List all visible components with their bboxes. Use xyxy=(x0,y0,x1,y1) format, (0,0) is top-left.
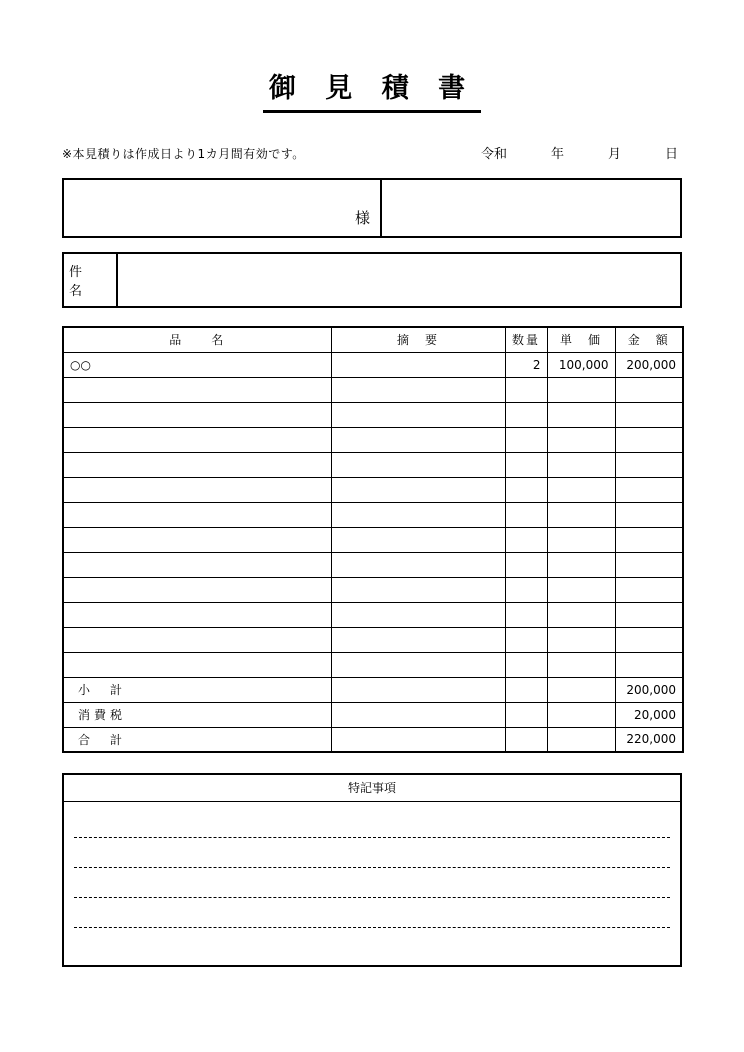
cell-quantity[interactable] xyxy=(505,602,547,627)
table-row[interactable] xyxy=(63,527,683,552)
subtotal-row xyxy=(63,677,683,702)
cell-unit-price[interactable] xyxy=(547,552,615,577)
date-month-label: 月 xyxy=(607,147,621,162)
subject-input[interactable] xyxy=(118,254,680,306)
cell-item-name[interactable] xyxy=(63,452,331,477)
table-row[interactable] xyxy=(63,552,683,577)
header-quantity: 数量 xyxy=(505,327,547,352)
table-row[interactable] xyxy=(63,427,683,452)
page-title: 御 見 積 書 xyxy=(263,66,481,113)
total-row xyxy=(63,727,683,752)
customer-name-field[interactable] xyxy=(64,180,382,236)
table-row[interactable] xyxy=(63,627,683,652)
subtotal-qty-cell xyxy=(505,677,547,702)
total-desc-cell xyxy=(331,727,505,752)
cell-amount[interactable]: 200,000 xyxy=(615,352,683,377)
cell-item-name[interactable] xyxy=(63,652,331,677)
cell-amount[interactable] xyxy=(615,602,683,627)
cell-item-name[interactable] xyxy=(63,377,331,402)
remarks-line[interactable] xyxy=(74,838,670,868)
cell-item-name[interactable] xyxy=(63,602,331,627)
cell-description[interactable] xyxy=(331,402,505,427)
table-row[interactable] xyxy=(63,577,683,602)
cell-quantity[interactable] xyxy=(505,527,547,552)
table-row[interactable] xyxy=(63,652,683,677)
tax-label: 消費税 xyxy=(63,702,331,727)
header-amount: 金 額 xyxy=(615,327,683,352)
header-unit-price: 単 価 xyxy=(547,327,615,352)
cell-amount[interactable] xyxy=(615,577,683,602)
remarks-title: 特記事項 xyxy=(64,775,680,802)
remarks-body[interactable] xyxy=(64,802,680,965)
cell-quantity[interactable] xyxy=(505,427,547,452)
cell-amount[interactable] xyxy=(615,427,683,452)
tax-desc-cell xyxy=(331,702,505,727)
cell-unit-price[interactable] xyxy=(547,602,615,627)
table-row[interactable] xyxy=(63,477,683,502)
cell-item-name[interactable] xyxy=(63,527,331,552)
cell-quantity[interactable] xyxy=(505,377,547,402)
date-era-label: 令和 xyxy=(480,147,507,162)
total-label: 合 計 xyxy=(63,727,331,752)
cell-quantity[interactable] xyxy=(505,477,547,502)
cell-description[interactable] xyxy=(331,652,505,677)
date-year-label: 年 xyxy=(550,147,564,162)
remarks-line[interactable] xyxy=(74,928,670,957)
cell-item-name[interactable] xyxy=(63,577,331,602)
cell-unit-price[interactable] xyxy=(547,427,615,452)
cell-unit-price[interactable] xyxy=(547,652,615,677)
cell-quantity[interactable] xyxy=(505,402,547,427)
remarks-box xyxy=(62,773,682,967)
cell-item-name[interactable] xyxy=(63,627,331,652)
tax-price-cell xyxy=(547,702,615,727)
items-table-body xyxy=(63,352,683,752)
cell-quantity[interactable] xyxy=(505,502,547,527)
validity-notice: ※本見積りは作成日より1カ月間有効です。 xyxy=(62,147,305,161)
cell-amount[interactable] xyxy=(615,477,683,502)
subject-label: 件 名 xyxy=(64,254,118,306)
cell-unit-price[interactable]: 100,000 xyxy=(547,352,615,377)
cell-item-name[interactable] xyxy=(63,502,331,527)
header-description: 摘 要 xyxy=(331,327,505,352)
cell-amount[interactable] xyxy=(615,502,683,527)
cell-description[interactable] xyxy=(331,352,505,377)
cell-item-name[interactable] xyxy=(63,402,331,427)
tax-amount: 20,000 xyxy=(615,702,683,727)
cell-unit-price[interactable] xyxy=(547,502,615,527)
cell-amount[interactable] xyxy=(615,377,683,402)
cell-quantity[interactable] xyxy=(505,577,547,602)
cell-unit-price[interactable] xyxy=(547,527,615,552)
subject-box xyxy=(62,252,682,308)
cell-description[interactable] xyxy=(331,527,505,552)
table-row[interactable] xyxy=(63,402,683,427)
cell-amount[interactable] xyxy=(615,552,683,577)
cell-amount[interactable] xyxy=(615,627,683,652)
meta-row xyxy=(62,143,682,162)
cell-unit-price[interactable] xyxy=(547,477,615,502)
cell-unit-price[interactable] xyxy=(547,452,615,477)
cell-quantity[interactable] xyxy=(505,652,547,677)
cell-amount[interactable] xyxy=(615,527,683,552)
customer-box xyxy=(62,178,682,238)
tax-qty-cell xyxy=(505,702,547,727)
subtotal-desc-cell xyxy=(331,677,505,702)
cell-item-name[interactable] xyxy=(63,427,331,452)
remarks-line[interactable] xyxy=(74,868,670,898)
cell-description[interactable] xyxy=(331,602,505,627)
table-row[interactable] xyxy=(63,602,683,627)
table-row[interactable] xyxy=(63,452,683,477)
cell-description[interactable] xyxy=(331,452,505,477)
cell-unit-price[interactable] xyxy=(547,627,615,652)
cell-amount[interactable] xyxy=(615,452,683,477)
cell-description[interactable] xyxy=(331,502,505,527)
date-line xyxy=(481,143,682,162)
remarks-line[interactable] xyxy=(74,898,670,928)
customer-honorific: 様 xyxy=(354,209,370,227)
items-table xyxy=(62,326,684,753)
table-row[interactable] xyxy=(63,377,683,402)
total-price-cell xyxy=(547,727,615,752)
cell-unit-price[interactable] xyxy=(547,402,615,427)
cell-item-name[interactable]: ○○ xyxy=(63,352,331,377)
table-row[interactable] xyxy=(63,502,683,527)
date-day-label: 日 xyxy=(664,147,678,162)
cell-amount[interactable] xyxy=(615,402,683,427)
table-row[interactable] xyxy=(63,352,683,377)
cell-description[interactable] xyxy=(331,477,505,502)
title-container xyxy=(0,0,744,113)
cell-quantity[interactable]: 2 xyxy=(505,352,547,377)
cell-description[interactable] xyxy=(331,627,505,652)
total-amount: 220,000 xyxy=(615,727,683,752)
cell-quantity[interactable] xyxy=(505,552,547,577)
items-table-header-row xyxy=(63,327,683,352)
cell-description[interactable] xyxy=(331,377,505,402)
cell-amount[interactable] xyxy=(615,652,683,677)
header-item-name: 品 名 xyxy=(63,327,331,352)
cell-description[interactable] xyxy=(331,577,505,602)
cell-description[interactable] xyxy=(331,427,505,452)
subtotal-price-cell xyxy=(547,677,615,702)
cell-unit-price[interactable] xyxy=(547,377,615,402)
cell-unit-price[interactable] xyxy=(547,577,615,602)
tax-row xyxy=(63,702,683,727)
subtotal-label: 小 計 xyxy=(63,677,331,702)
subtotal-amount: 200,000 xyxy=(615,677,683,702)
cell-description[interactable] xyxy=(331,552,505,577)
cell-item-name[interactable] xyxy=(63,477,331,502)
remarks-line[interactable] xyxy=(74,808,670,838)
cell-quantity[interactable] xyxy=(505,452,547,477)
cell-item-name[interactable] xyxy=(63,552,331,577)
cell-quantity[interactable] xyxy=(505,627,547,652)
issuer-field[interactable] xyxy=(382,180,680,236)
total-qty-cell xyxy=(505,727,547,752)
